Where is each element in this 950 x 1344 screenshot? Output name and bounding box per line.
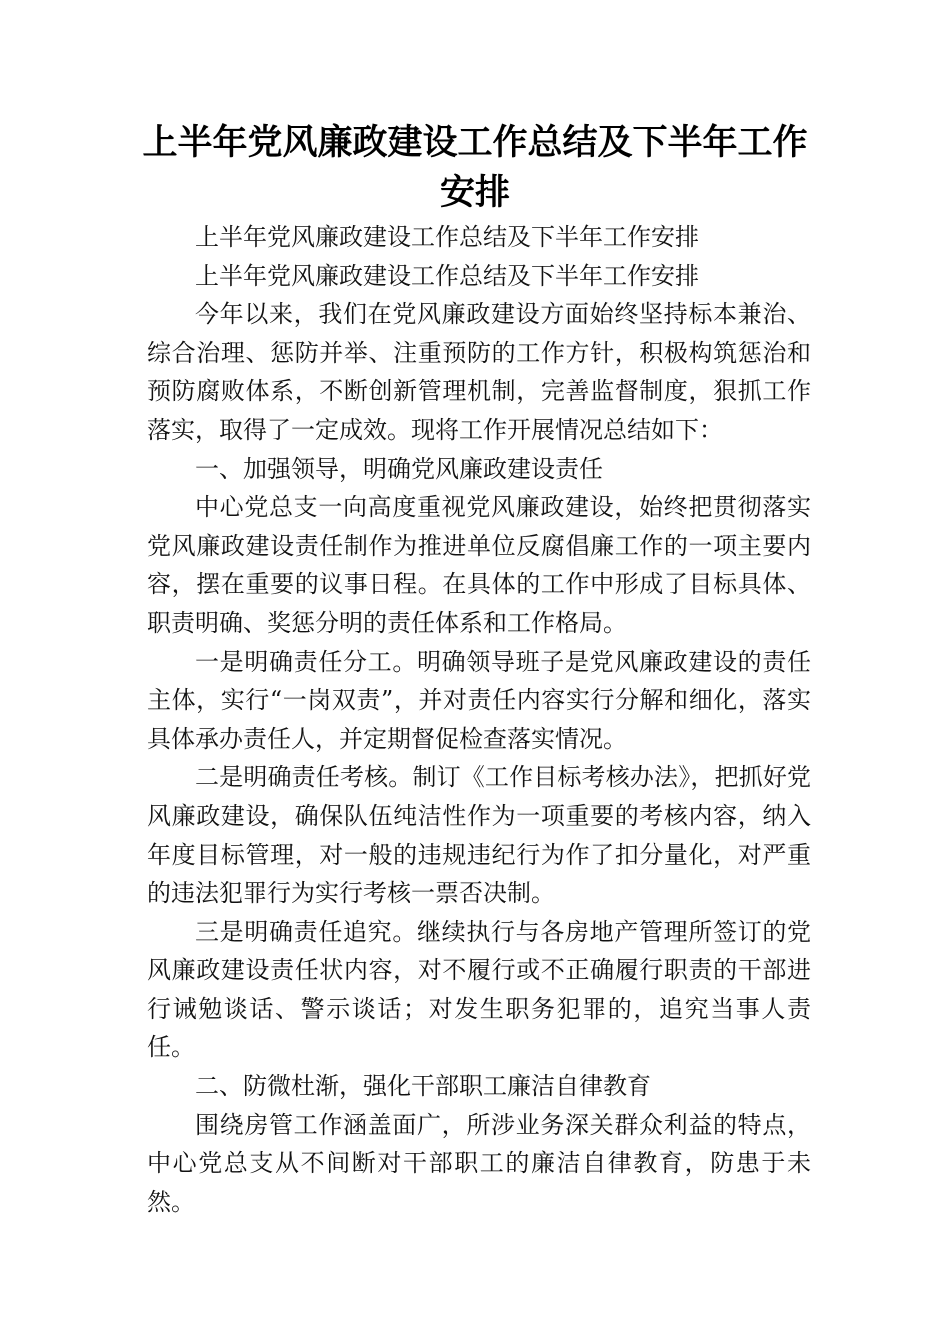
section-heading: 一、加强领导，明确党风廉政建设责任 [195, 454, 603, 483]
paragraph: 围绕房管工作涵盖面广，所涉业务深关群众利益的特点，中心党总支从不间断对干部职工的廉洁自律教育，防患于未然。 [147, 1110, 811, 1216]
document-title: 上半年党风廉政建设工作总结及下半年工作安排 [142, 123, 808, 213]
paragraph: 今年以来，我们在党风廉政建设方面始终坚持标本兼治、综合治理、惩防并举、注重预防的工作方针，积极构筑惩治和预防腐败体系，不断创新管理机制，完善监督制度，狠抓工作落实，取得了一定成效。现将工作开展情况总结如下： [147, 300, 811, 444]
paragraph: 三是明确责任追究。继续执行与各房地产管理所签订的党风廉政建设责任状内容，对不履行或不正确履行职责的干部进行诫勉谈话、警示谈话；对发生职务犯罪的，追究当事人责任。 [147, 917, 811, 1062]
paragraph: 中心党总支一向高度重视党风廉政建设，始终把贯彻落实党风廉政建设责任制作为推进单位反腐倡廉工作的一项主要内容，摆在重要的议事日程。在具体的工作中形成了目标具体、职责明确、奖惩分明的责任体系和工作格局。 [147, 493, 811, 637]
paragraph: 二是明确责任考核。制订《工作目标考核办法》，把抓好党风廉政建设，确保队伍纯洁性作为一项重要的考核内容，纳入年度目标管理，对一般的违规违纪行为作了扣分量化，对严重的违法犯罪行为实行考核一票否决制。 [147, 763, 811, 908]
section-heading: 二、防微杜渐，强化干部职工廉洁自律教育 [195, 1072, 651, 1101]
paragraph: 一是明确责任分工。明确领导班子是党风廉政建设的责任主体，实行“一岗双责”，并对责任内容实行分解和细化，落实具体承办责任人，并定期督促检查落实情况。 [147, 647, 811, 753]
paragraph: 上半年党风廉政建设工作总结及下半年工作安排 [195, 223, 699, 251]
document-body [147, 218, 811, 1221]
paragraph: 上半年党风廉政建设工作总结及下半年工作安排 [195, 261, 699, 290]
